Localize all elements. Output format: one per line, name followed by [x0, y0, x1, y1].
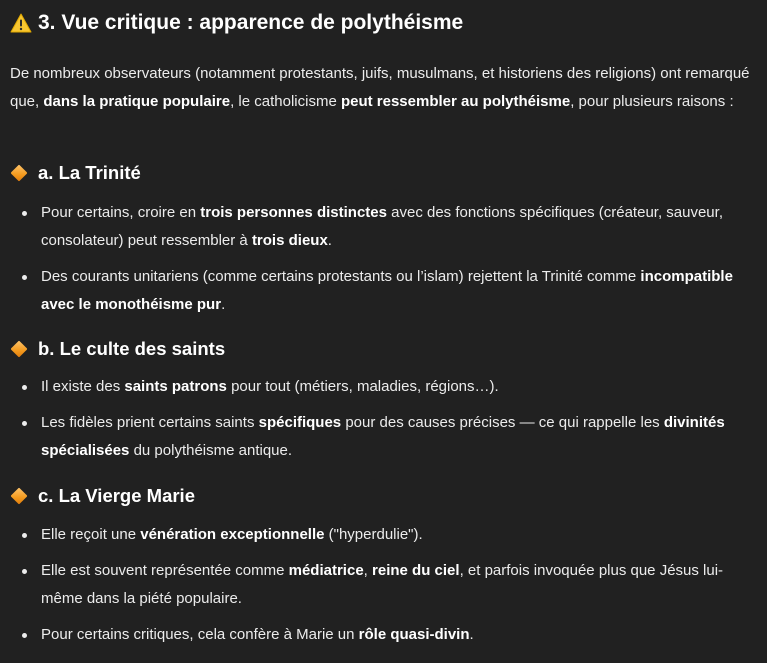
list-trinite [10, 199, 750, 327]
list-item: Pour certains, croire en trois personnes distinctes avec des fonctions spécifiques (créateur, sauveur, consolateur) peut ressembler à trois dieux. [10, 199, 750, 255]
warning-icon [10, 13, 32, 33]
list-saints [10, 373, 750, 473]
section-heading [10, 11, 463, 35]
orange-diamond-icon [10, 487, 28, 505]
orange-diamond-icon [10, 340, 28, 358]
list-item: Elle reçoit une vénération exceptionnelle ("hyperdulie"). [10, 521, 750, 549]
subsection-title-saints: b. Le culte des saints [10, 338, 225, 360]
list-item: Des courants unitariens (comme certains protestants ou l’islam) rejettent la Trinité comme incompatible avec le monothéisme pur. [10, 263, 750, 319]
intro-paragraph: De nombreux observateurs (notamment protestants, juifs, musulmans, et historiens des religions) ont remarqué que, dans la pratique populaire, le catholicisme peut ressembler au polythéisme, pour plusieurs raisons : [10, 65, 750, 110]
orange-diamond-icon [10, 164, 28, 182]
heading-title: 3. Vue critique : apparence de polythéisme [38, 11, 464, 34]
list-item: Pour certains critiques, cela confère à Marie un rôle quasi-divin. [10, 621, 750, 649]
list-item: Il existe des saints patrons pour tout (métiers, maladies, régions…). [10, 373, 750, 401]
list-vierge-marie [10, 521, 750, 657]
subsection-title-trinite: a. La Trinité [10, 162, 141, 184]
list-item: Les fidèles prient certains saints spécifiques pour des causes précises — ce qui rappelle les divinités spécialisées du polythéisme antique. [10, 409, 750, 465]
subsection-title-vierge-marie: c. La Vierge Marie [10, 485, 195, 507]
list-item: Elle est souvent représentée comme médiatrice, reine du ciel, et parfois invoquée plus que Jésus lui-même dans la piété populaire. [10, 557, 750, 613]
